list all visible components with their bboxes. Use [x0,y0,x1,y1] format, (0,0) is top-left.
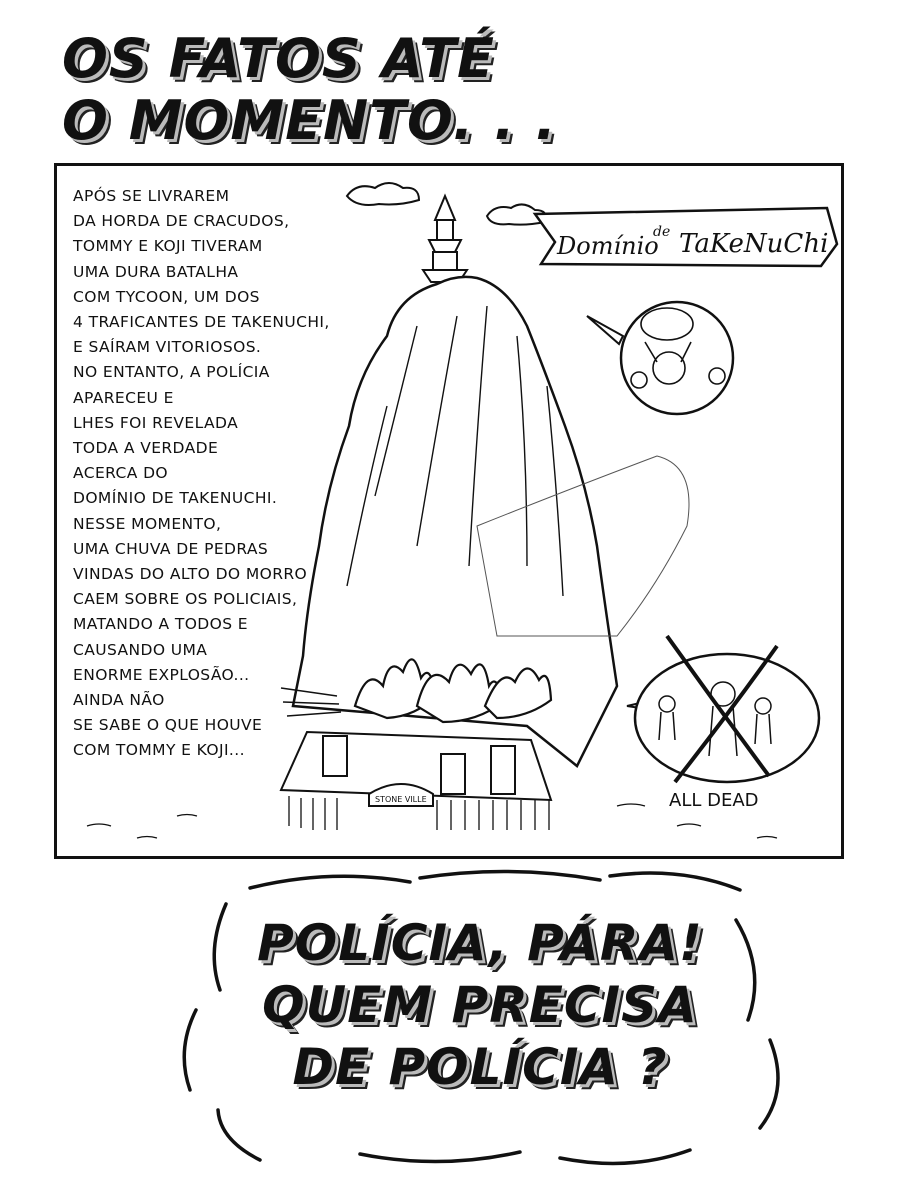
narration-line: VINDAS DO ALTO DO MORRO [73,565,308,584]
narration-line: DOMÍNIO DE TAKENUCHI. [73,489,278,508]
narration-line: COM TOMMY E KOJI... [73,741,245,760]
shout-line-1: POLÍCIA, PÁRA! [257,914,703,972]
narration-line: NESSE MOMENTO, [73,514,222,533]
narration-line: DA HORDA DE CRACUDOS, [73,212,290,231]
speech-tail-top [587,316,623,344]
tower [423,196,467,282]
narration-line: CAEM SOBRE OS POLICIAIS, [73,590,298,609]
page-title [62,28,557,152]
narration-line: 4 TRAFICANTES DE TAKENUCHI, [73,313,330,332]
narration-line: TODA A VERDADE [73,439,219,458]
narration-line: ACERCA DO [73,464,169,483]
narration-line: APARECEU E [73,388,174,407]
narration-line: CAUSANDO UMA [73,640,208,659]
title-line-1: OS FATOS ATÉ [62,27,495,90]
banner-word-takenuchi: TaKeNuChi [679,229,829,259]
comic-panel [54,163,844,859]
caption-all-dead: ALL DEAD [669,790,759,811]
town-sign-text: STONE VILLE [375,795,427,804]
banner-word-dominio: Domínio [557,232,659,260]
shout-line-2: QUEM PRECISA [262,976,698,1034]
shout-line-3: DE POLÍCIA ? [292,1038,668,1096]
shout-text [220,912,740,1098]
narration-line: MATANDO A TODOS E [73,615,248,634]
narration-line: TOMMY E KOJI TIVERAM [73,237,263,256]
narration-line: NO ENTANTO, A POLÍCIA [73,363,270,382]
narration-line: APÓS SE LIVRAREM [73,187,230,205]
narration-line: COM TYCOON, UM DOS [73,287,260,306]
narration-line: UMA DURA BATALHA [73,262,239,281]
narration-line: SE SABE O QUE HOUVE [73,716,263,735]
narration-line: AINDA NÃO [73,691,165,710]
title-line-2: O MOMENTO. . . [62,89,557,152]
narration-line: ENORME EXPLOSÃO... [73,665,250,684]
narration-text [73,184,383,764]
narration-line: LHES FOI REVELADA [73,413,239,432]
banner-word-de: de [653,224,671,240]
narration-line: E SAÍRAM VITORIOSOS. [73,338,262,357]
narration-line: UMA CHUVA DE PEDRAS [73,539,269,558]
